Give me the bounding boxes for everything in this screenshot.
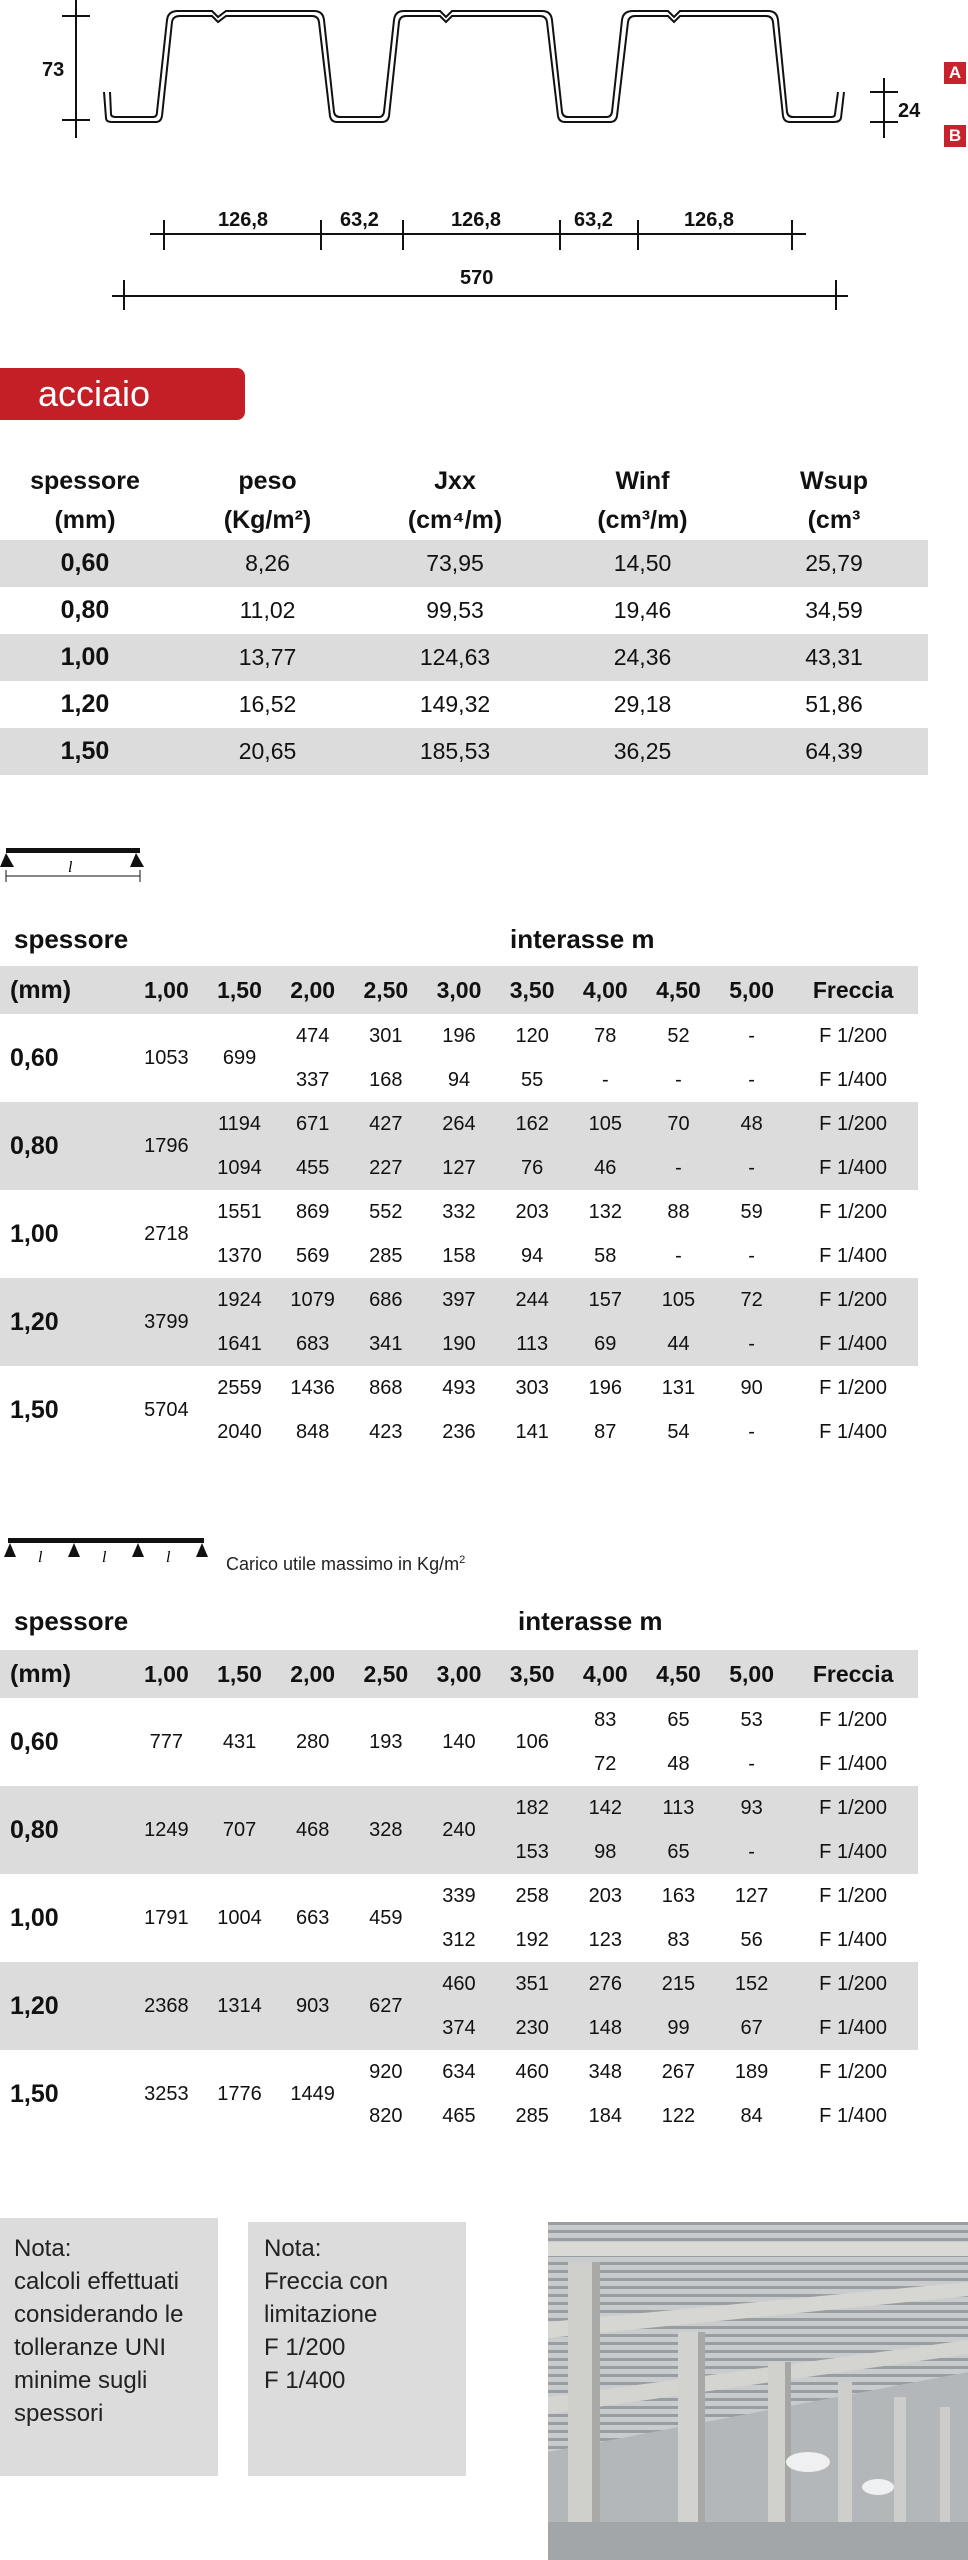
value-cell: 1370 (217, 1244, 262, 1267)
span-symbol-2: l (102, 1549, 107, 1566)
value-cell: 552 (369, 1200, 403, 1223)
value-cell: 707 (203, 1786, 276, 1874)
value-cell: 153 (496, 1830, 569, 1874)
value-cell: 46 (569, 1146, 642, 1190)
spessore-cell: 0,80 (0, 1102, 130, 1190)
value-cell: 341 (349, 1322, 422, 1366)
value-cell: 348 (588, 2060, 622, 2083)
total-width-label: 570 (460, 267, 494, 289)
value-cell: 55 (521, 1068, 544, 1091)
value-cell: 285 (369, 1244, 403, 1267)
note-line: calcoli effettuati (14, 2268, 179, 2295)
table-row (0, 1190, 918, 1234)
value-cell: 182 (496, 1786, 569, 1830)
note-line: considerando le (14, 2301, 184, 2328)
value-cell: F 1/200 (819, 2060, 887, 2083)
value-cell: 94 (447, 1068, 471, 1091)
value-cell: 48 (715, 1102, 788, 1146)
value-cell: 90 (740, 1376, 763, 1399)
table-row (0, 1962, 918, 2006)
value-cell: 920 (369, 2060, 403, 2083)
value-cell: 3799 (130, 1278, 203, 1366)
table-row (0, 1698, 918, 1742)
value-cell: 52 (667, 1024, 690, 1047)
value-cell: 1004 (217, 1906, 262, 1929)
header-cell: 1,50 (203, 966, 276, 1014)
value-cell: - (748, 1068, 755, 1091)
spessore-cell: 1,00 (10, 1219, 59, 1248)
value-cell: 683 (276, 1322, 349, 1366)
span-symbol-1: l (38, 1549, 43, 1566)
badge-b: B (944, 125, 966, 147)
value-cell: 106 (515, 1730, 549, 1753)
value-cell: F 1/400 (788, 1322, 918, 1366)
header-cell: Freccia (788, 966, 918, 1014)
value-cell: 93 (715, 1786, 788, 1830)
table1-spessore-label: spessore (14, 924, 129, 954)
value-cell: 196 (442, 1024, 476, 1047)
single-span-beam-icon (0, 840, 150, 886)
table-row (0, 1278, 918, 1322)
profile-drawing (0, 0, 968, 330)
value-cell: 113 (496, 1322, 569, 1366)
value-cell: 11,02 (239, 597, 296, 623)
value-cell: 203 (515, 1200, 549, 1223)
value-cell: 1094 (203, 1146, 276, 1190)
value-cell: 189 (734, 2060, 769, 2083)
value-cell: 267 (661, 2060, 696, 2083)
value-cell: 2718 (144, 1222, 189, 1245)
value-cell: 1641 (203, 1322, 276, 1366)
note-line: tolleranze UNI (14, 2334, 167, 2361)
value-cell: 127 (422, 1146, 495, 1190)
header-cell: 1,00 (130, 966, 203, 1014)
value-cell: 73,95 (365, 540, 545, 587)
value-cell: 72 (715, 1278, 788, 1322)
spessore-cell: 1,50 (10, 2079, 59, 2108)
value-cell: 88 (667, 1200, 690, 1223)
value-cell: 152 (715, 1962, 788, 2006)
value-cell: - (715, 1146, 788, 1190)
value-cell: 157 (569, 1278, 642, 1322)
table-row (0, 1786, 918, 1830)
header-cell: (mm) (0, 1650, 130, 1698)
value-cell: 16,52 (238, 691, 297, 717)
value-cell: 465 (442, 2104, 476, 2127)
value-cell: 113 (642, 1786, 715, 1830)
value-cell: 105 (569, 1102, 642, 1146)
note-line: limitazione (264, 2301, 378, 2328)
header-cell: 4,50 (642, 966, 715, 1014)
table-row (0, 540, 928, 587)
value-cell: 123 (588, 1928, 622, 1951)
header-winf: Winf (cm³/m) (597, 467, 688, 534)
value-cell: 25,79 (740, 540, 928, 587)
value-cell: F 1/200 (788, 1278, 918, 1322)
value-cell: 58 (594, 1244, 617, 1267)
value-cell: 1436 (290, 1376, 335, 1399)
value-cell: 868 (369, 1376, 403, 1399)
value-cell: 8,26 (170, 540, 365, 587)
value-cell: 34,59 (805, 597, 863, 623)
value-cell: 215 (642, 1962, 715, 2006)
header-spessore: spessore (mm) (30, 467, 140, 534)
value-cell: 127 (734, 1884, 769, 1907)
value-cell: 686 (349, 1278, 422, 1322)
value-cell: - (675, 1244, 682, 1267)
value-cell: 196 (588, 1376, 622, 1399)
badge-a: A (944, 62, 966, 84)
header-cell: 4,50 (642, 1650, 715, 1698)
value-cell: - (675, 1068, 682, 1091)
warehouse-photo-drawing (548, 2222, 968, 2560)
header-cell: 1,00 (130, 1650, 203, 1698)
header-cell: 3,50 (496, 966, 569, 1014)
value-cell: 468 (276, 1786, 349, 1874)
value-cell: F 1/200 (819, 1884, 887, 1907)
value-cell: 1776 (217, 2082, 262, 2105)
section-label-acciaio: acciaio (0, 368, 245, 420)
value-cell: 2040 (217, 1420, 262, 1443)
value-cell: 99 (642, 2006, 715, 2050)
value-cell: F 1/400 (819, 1068, 887, 1091)
value-cell: 149,32 (419, 691, 491, 717)
value-cell: F 1/200 (819, 1200, 887, 1223)
value-cell: F 1/400 (819, 1928, 887, 1951)
value-cell: 54 (667, 1420, 690, 1443)
note-tolerances (0, 2218, 218, 2476)
value-cell: - (748, 1420, 755, 1443)
value-cell: 184 (588, 2104, 622, 2127)
table2-caption: Carico utile massimo in $Kg/m^2$ (226, 1554, 466, 1574)
value-cell: 332 (442, 1200, 476, 1223)
value-cell: - (748, 1024, 755, 1047)
value-cell: 634 (442, 2060, 476, 2083)
value-cell: F 1/200 (819, 1376, 887, 1399)
table-header-row (0, 966, 918, 1014)
value-cell: 423 (369, 1420, 403, 1443)
value-cell: 337 (295, 1068, 330, 1091)
value-cell: 312 (442, 1928, 476, 1951)
value-cell: 69 (569, 1322, 642, 1366)
table-row (0, 728, 928, 775)
header-cell: 1,50 (203, 1650, 276, 1698)
value-cell: 351 (496, 1962, 569, 2006)
value-cell: 56 (740, 1928, 763, 1951)
value-cell: 124,63 (365, 634, 545, 681)
value-cell: F 1/400 (788, 2006, 918, 2050)
value-cell: 19,46 (613, 597, 672, 623)
value-cell: 24,36 (545, 634, 740, 681)
value-cell: 94 (521, 1244, 544, 1267)
load-table-single-span (0, 966, 918, 1454)
value-cell: 1053 (144, 1046, 189, 1069)
value-cell: 83 (667, 1928, 690, 1951)
value-cell: 83 (594, 1708, 617, 1731)
value-cell: 78 (594, 1024, 617, 1047)
value-cell: 869 (295, 1200, 330, 1223)
value-cell: 48 (667, 1752, 690, 1775)
value-cell: 53 (740, 1708, 763, 1731)
header-peso: peso (Kg/m²) (223, 467, 312, 534)
spessore-cell: 1,20 (0, 1962, 130, 2050)
value-cell: 230 (496, 2006, 569, 2050)
value-cell: 236 (442, 1420, 476, 1443)
header-jxx: Jxx (cm⁴/m) (407, 467, 503, 534)
value-cell: 72 (594, 1752, 617, 1775)
value-cell: 244 (496, 1278, 569, 1322)
spessore-cell: 0,60 (10, 1727, 59, 1756)
table-row (0, 1874, 918, 1918)
note-line: spessori (14, 2400, 104, 2427)
value-cell: 13,77 (170, 634, 365, 681)
value-cell: 227 (349, 1146, 422, 1190)
header-cell: 2,00 (276, 966, 349, 1014)
load-table-multi-span (0, 1650, 918, 2138)
table-row (0, 681, 928, 728)
value-cell: - (748, 1244, 755, 1267)
table-row (0, 634, 928, 681)
value-cell: - (642, 1146, 715, 1190)
dim-1: 126,8 (218, 209, 269, 231)
value-cell: 142 (569, 1786, 642, 1830)
header-cell: 5,00 (715, 966, 788, 1014)
value-cell: 339 (442, 1884, 476, 1907)
value-cell: 120 (515, 1024, 549, 1047)
value-cell: 148 (569, 2006, 642, 2050)
value-cell: 2559 (217, 1376, 262, 1399)
spessore-cell: 1,20 (0, 1278, 130, 1366)
value-cell: F 1/200 (819, 1708, 887, 1731)
value-cell: 699 (222, 1046, 257, 1069)
table-header-row (0, 1650, 918, 1698)
value-cell: 84 (740, 2104, 763, 2127)
value-cell: 240 (422, 1786, 495, 1874)
value-cell: 1449 (290, 2082, 335, 2105)
value-cell: F 1/400 (819, 1752, 887, 1775)
value-cell: 70 (642, 1102, 715, 1146)
value-cell: 141 (515, 1420, 549, 1443)
value-cell: 65 (667, 1708, 690, 1731)
table2-interasse-label: interasse m (518, 1606, 663, 1636)
header-cell: 3,00 (422, 966, 495, 1014)
value-cell: 87 (594, 1420, 617, 1443)
header-cell: 3,00 (422, 1650, 495, 1698)
value-cell: 64,39 (740, 728, 928, 775)
header-cell: 5,00 (715, 1650, 788, 1698)
value-cell: F 1/400 (788, 1830, 918, 1874)
value-cell: 455 (276, 1146, 349, 1190)
value-cell: 2368 (130, 1962, 203, 2050)
value-cell: 460 (515, 2060, 549, 2083)
value-cell: 460 (422, 1962, 495, 2006)
value-cell: 285 (515, 2104, 549, 2127)
value-cell: 76 (496, 1146, 569, 1190)
value-cell: 431 (222, 1730, 257, 1753)
value-cell: 5704 (144, 1398, 189, 1421)
value-cell: 627 (349, 1962, 422, 2050)
value-cell: 132 (588, 1200, 622, 1223)
properties-table (0, 462, 928, 775)
value-cell: F 1/400 (819, 1244, 887, 1267)
note-line: Nota: (14, 2235, 72, 2262)
note-line: F 1/200 (264, 2334, 346, 2361)
value-cell: 140 (442, 1730, 476, 1753)
dim-3: 126,8 (451, 209, 502, 231)
value-cell: 1791 (144, 1906, 189, 1929)
table1-interasse-label: interasse m (510, 924, 655, 954)
value-cell: 459 (369, 1906, 403, 1929)
value-cell: 1924 (203, 1278, 276, 1322)
value-cell: 328 (349, 1786, 422, 1874)
header-cell: (mm) (0, 966, 130, 1014)
note-freccia (248, 2222, 466, 2476)
value-cell: 663 (295, 1906, 330, 1929)
value-cell: 122 (661, 2104, 696, 2127)
header-cell: 4,00 (569, 966, 642, 1014)
value-cell: 51,86 (805, 691, 863, 717)
value-cell: 777 (149, 1730, 184, 1753)
spessore-cell: 0,60 (0, 540, 170, 587)
value-cell: 1551 (217, 1200, 262, 1223)
spessore-cell: 0,80 (0, 1786, 130, 1874)
value-cell: 158 (442, 1244, 476, 1267)
value-cell: 1249 (130, 1786, 203, 1874)
value-cell: 168 (369, 1068, 403, 1091)
value-cell: 671 (276, 1102, 349, 1146)
table-row (0, 587, 928, 634)
value-cell: 192 (515, 1928, 549, 1951)
value-cell: F 1/400 (788, 1146, 918, 1190)
value-cell: F 1/200 (788, 1786, 918, 1830)
header-cell: Freccia (788, 1650, 918, 1698)
value-cell: 301 (369, 1024, 403, 1047)
header-wsup: Wsup (cm³ (799, 467, 869, 534)
value-cell: 59 (740, 1200, 763, 1223)
value-cell: 280 (295, 1730, 330, 1753)
dim-4: 63,2 (574, 209, 613, 231)
value-cell: 474 (295, 1024, 330, 1047)
value-cell: 43,31 (740, 634, 928, 681)
value-cell: 303 (515, 1376, 549, 1399)
value-cell: 1194 (203, 1102, 276, 1146)
value-cell: 820 (369, 2104, 403, 2127)
table-row (0, 2050, 918, 2094)
dim-2: 63,2 (340, 209, 379, 231)
value-cell: 1314 (203, 1962, 276, 2050)
value-cell: 258 (515, 1884, 549, 1907)
value-cell: 36,25 (545, 728, 740, 775)
note-line: F 1/400 (264, 2367, 346, 2394)
value-cell: 193 (369, 1730, 403, 1753)
value-cell: 397 (422, 1278, 495, 1322)
note-line: Freccia con (264, 2268, 389, 2295)
value-cell: 190 (422, 1322, 495, 1366)
value-cell: F 1/200 (788, 1102, 918, 1146)
header-cell: 4,00 (569, 1650, 642, 1698)
spessore-cell: 1,00 (0, 634, 170, 681)
value-cell: 1079 (276, 1278, 349, 1322)
header-cell: 2,00 (276, 1650, 349, 1698)
note-line: Nota: (264, 2235, 322, 2262)
value-cell: 67 (715, 2006, 788, 2050)
span-symbol: l (68, 859, 73, 876)
value-cell: 163 (661, 1884, 696, 1907)
value-cell: F 1/400 (819, 2104, 887, 2127)
value-cell: 29,18 (613, 691, 672, 717)
spessore-cell: 0,60 (10, 1043, 59, 1072)
spessore-cell: 1,20 (60, 690, 110, 718)
value-cell: 44 (642, 1322, 715, 1366)
value-cell: 162 (496, 1102, 569, 1146)
height-label: 73 (42, 59, 65, 81)
value-cell: - (601, 1068, 609, 1091)
span-symbol-3: l (166, 1549, 171, 1566)
value-cell: 98 (569, 1830, 642, 1874)
value-cell: 20,65 (170, 728, 365, 775)
value-cell: 131 (661, 1376, 696, 1399)
table-row (0, 1366, 918, 1410)
table2-spessore-label: spessore (14, 1606, 129, 1636)
warehouse-photo (548, 2222, 968, 2560)
value-cell: 203 (588, 1884, 622, 1907)
value-cell: 903 (276, 1962, 349, 2050)
value-cell: 276 (569, 1962, 642, 2006)
value-cell: 105 (642, 1278, 715, 1322)
spessore-cell: 1,00 (10, 1903, 59, 1932)
value-cell: 65 (642, 1830, 715, 1874)
value-cell: 427 (349, 1102, 422, 1146)
value-cell: 99,53 (426, 597, 484, 623)
multi-span-beam-icon (0, 1530, 215, 1576)
value-cell: - (715, 1322, 788, 1366)
table-row (0, 1102, 918, 1146)
value-cell: 3253 (144, 2082, 189, 2105)
value-cell: 569 (295, 1244, 330, 1267)
table-row (0, 1014, 918, 1058)
value-cell: F 1/400 (819, 1420, 887, 1443)
value-cell: F 1/200 (819, 1024, 887, 1047)
note-line: minime sugli (14, 2367, 148, 2394)
properties-header-row (0, 462, 928, 540)
value-cell: 264 (422, 1102, 495, 1146)
value-cell: 1796 (130, 1102, 203, 1190)
dim-5: 126,8 (684, 209, 735, 231)
value-cell: - (715, 1830, 788, 1874)
spessore-cell: 1,50 (10, 1395, 59, 1424)
value-cell: F 1/200 (788, 1962, 918, 2006)
value-cell: 14,50 (545, 540, 740, 587)
rib-height-label: 24 (898, 100, 921, 122)
spessore-cell: 0,80 (60, 596, 110, 624)
value-cell: 185,53 (365, 728, 545, 775)
header-cell: 3,50 (496, 1650, 569, 1698)
value-cell: 493 (442, 1376, 476, 1399)
spessore-cell: 1,50 (0, 728, 170, 775)
header-cell: 2,50 (349, 1650, 422, 1698)
value-cell: - (748, 1752, 755, 1775)
value-cell: 374 (422, 2006, 495, 2050)
header-cell: 2,50 (349, 966, 422, 1014)
value-cell: 848 (295, 1420, 330, 1443)
